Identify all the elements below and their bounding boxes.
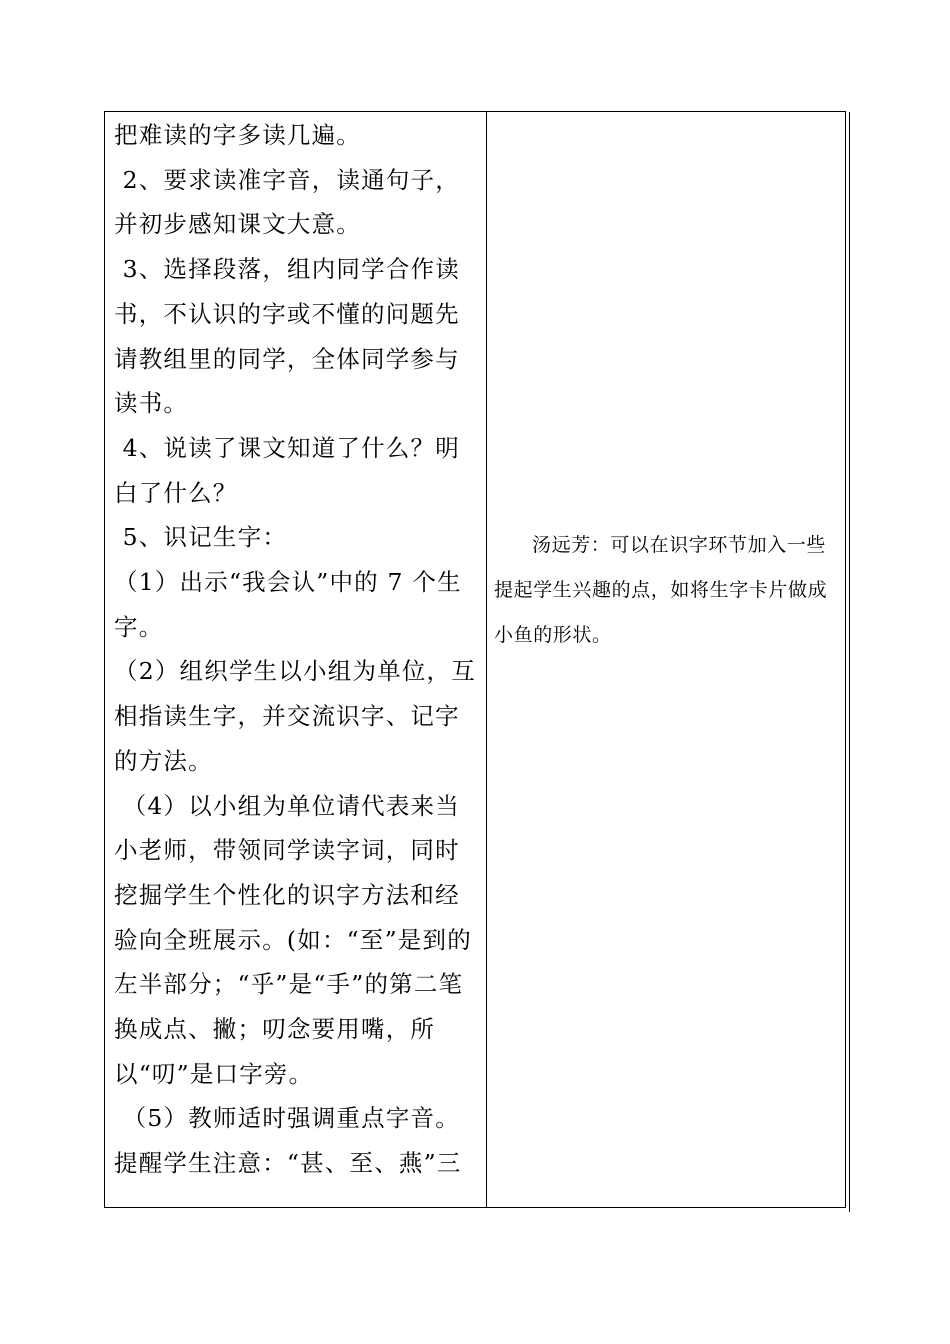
paragraph-substep-4: （4）以小组为单位请代表来当小老师，带领同学读字词，同时挖掘学生个性化的识字方法和经验向全班展示。(如：“至”是到的左半部分；“乎”是“手”的第二笔换成点、撇；叨念要用嘴，所以“叨”是口字旁。 — [114, 791, 472, 1088]
lesson-steps-text — [114, 113, 480, 1186]
paragraph-step-5: 5、识记生字： — [114, 523, 288, 552]
paragraph-step-3: 3、选择段落，组内同学合作读书，不认识的字或不懂的问题先请教组里的同学，全体同学参与读书。 — [114, 255, 460, 418]
paragraph-step-4: 4、说读了课文知道了什么？明白了什么？ — [114, 433, 460, 507]
paragraph-substep-1: （1）出示“我会认”中的 7 个生字。 — [114, 568, 462, 641]
paragraph-substep-5: （5）教师适时强调重点字音。提醒学生注意：“甚、至、燕”三 — [114, 1104, 462, 1178]
comment-cell — [487, 112, 845, 1207]
paragraph-substep-2: （2）组织学生以小组为单位，互相指读生字，并交流识字、记字的方法。 — [114, 657, 476, 775]
lesson-steps-cell — [105, 112, 487, 1207]
paragraph-reread: 把难读的字多读几遍。 — [114, 121, 361, 149]
lesson-plan-table — [104, 111, 846, 1208]
reviewer-comment: 汤远芳：可以在识字环节加入一些提起学生兴趣的点，如将生字卡片做成小鱼的形状。 — [494, 534, 828, 646]
paragraph-step-2: 2、要求读准字音，读通句子，并初步感知课文大意。 — [114, 165, 460, 239]
